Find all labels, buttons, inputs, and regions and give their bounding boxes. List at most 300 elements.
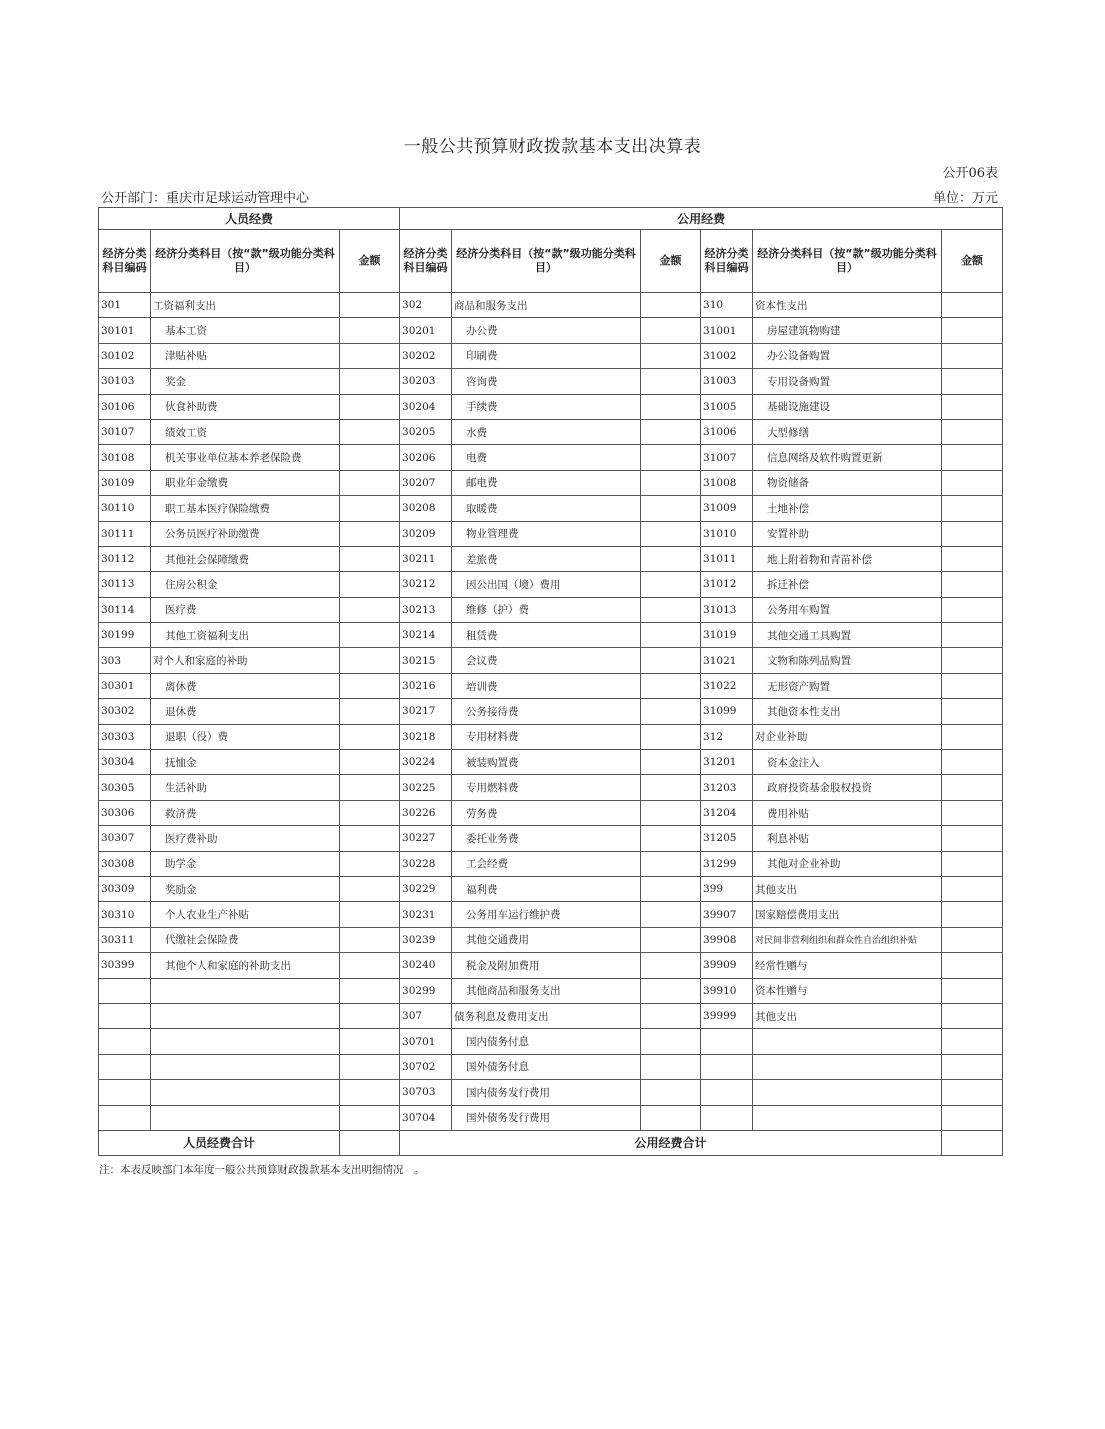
- account-code: 30106: [99, 394, 151, 419]
- account-name: 公务接待费: [452, 699, 641, 724]
- amount-cell: [942, 902, 1003, 927]
- amount-cell: [641, 470, 701, 495]
- account-name: 工资福利支出: [151, 293, 340, 318]
- account-name: 其他社会保障缴费: [151, 546, 340, 571]
- amount-cell: [641, 648, 701, 673]
- account-code: 31009: [701, 496, 753, 521]
- amount-cell: [641, 902, 701, 927]
- amount-cell: [340, 1054, 400, 1079]
- amount-cell: [942, 699, 1003, 724]
- account-name: [151, 1054, 340, 1079]
- account-name: 对民间非营利组织和群众性自治组织补贴: [753, 927, 942, 952]
- account-code: 30308: [99, 851, 151, 876]
- amount-cell: [340, 1080, 400, 1105]
- account-code: 30702: [400, 1054, 452, 1079]
- account-name: [753, 1054, 942, 1079]
- account-name: 信息网络及软件购置更新: [753, 445, 942, 470]
- amount-cell: [340, 623, 400, 648]
- account-name: 国家赔偿费用支出: [753, 902, 942, 927]
- account-code: [99, 1105, 151, 1130]
- account-name: 资本性赠与: [753, 978, 942, 1003]
- amount-cell: [641, 978, 701, 1003]
- account-code: 30239: [400, 927, 452, 952]
- account-name: 其他支出: [753, 1003, 942, 1028]
- account-name: 职业年金缴费: [151, 470, 340, 495]
- account-code: 30311: [99, 927, 151, 952]
- account-name: 安置补助: [753, 521, 942, 546]
- account-code: 30207: [400, 470, 452, 495]
- amount-cell: [340, 521, 400, 546]
- account-code: 31005: [701, 394, 753, 419]
- account-code: 31201: [701, 750, 753, 775]
- table-row: [99, 775, 1003, 800]
- account-code: 30109: [99, 470, 151, 495]
- amount-cell: [942, 445, 1003, 470]
- table-row: [99, 953, 1003, 978]
- account-name: 取暖费: [452, 496, 641, 521]
- personnel-group-header: 人员经费: [99, 208, 400, 230]
- expenditure-table: [98, 207, 1003, 1156]
- table-row: [99, 851, 1003, 876]
- amount-column-header: 金额: [340, 230, 400, 293]
- account-name: 被装购置费: [452, 750, 641, 775]
- account-name: 国外债务付息: [452, 1054, 641, 1079]
- account-code: 31203: [701, 775, 753, 800]
- table-row: [99, 876, 1003, 901]
- amount-cell: [340, 800, 400, 825]
- table-row: [99, 800, 1003, 825]
- amount-cell: [340, 851, 400, 876]
- amount-cell: [340, 496, 400, 521]
- table-row: [99, 724, 1003, 749]
- account-code: [99, 978, 151, 1003]
- amount-cell: [942, 419, 1003, 444]
- account-code: 31205: [701, 826, 753, 851]
- public-group-header: 公用经费: [400, 208, 1003, 230]
- account-name: 对企业补助: [753, 724, 942, 749]
- amount-cell: [641, 318, 701, 343]
- account-code: 30231: [400, 902, 452, 927]
- account-code: 39999: [701, 1003, 753, 1028]
- account-name: 奖金: [151, 369, 340, 394]
- amount-cell: [942, 496, 1003, 521]
- account-code: [701, 1054, 753, 1079]
- account-code: 30202: [400, 343, 452, 368]
- account-name: 津贴补贴: [151, 343, 340, 368]
- account-code: 30108: [99, 445, 151, 470]
- account-code: 30209: [400, 521, 452, 546]
- account-code: 30307: [99, 826, 151, 851]
- account-code: 30114: [99, 597, 151, 622]
- account-name: 维修（护）费: [452, 597, 641, 622]
- amount-cell: [641, 597, 701, 622]
- account-code: 30215: [400, 648, 452, 673]
- page-title: 一般公共预算财政拨款基本支出决算表: [403, 137, 702, 157]
- amount-cell: [340, 724, 400, 749]
- amount-cell: [942, 1003, 1003, 1028]
- table-row: [99, 394, 1003, 419]
- account-code: 30240: [400, 953, 452, 978]
- amount-cell: [641, 724, 701, 749]
- table-number: 公开06表: [942, 166, 998, 181]
- table-row: [99, 521, 1003, 546]
- account-code: 30218: [400, 724, 452, 749]
- account-name: 房屋建筑物购建: [753, 318, 942, 343]
- table-row: [99, 699, 1003, 724]
- account-code: 31012: [701, 572, 753, 597]
- account-name: 专用材料费: [452, 724, 641, 749]
- account-name: 政府投资基金股权投资: [753, 775, 942, 800]
- amount-cell: [340, 597, 400, 622]
- table-row: [99, 293, 1003, 318]
- amount-cell: [942, 673, 1003, 698]
- table-body: [99, 293, 1003, 1131]
- account-code: 30216: [400, 673, 452, 698]
- account-name: 其他商品和服务支出: [452, 978, 641, 1003]
- amount-cell: [641, 1080, 701, 1105]
- account-name: 绩效工资: [151, 419, 340, 444]
- account-name: 咨询费: [452, 369, 641, 394]
- table-row: [99, 496, 1003, 521]
- account-code: 30214: [400, 623, 452, 648]
- amount-cell: [641, 343, 701, 368]
- footnote: 注：本表反映部门本年度一般公共预算财政拨款基本支出明细情况 。: [99, 1164, 425, 1176]
- table-row: [99, 648, 1003, 673]
- account-name: [753, 1105, 942, 1130]
- personnel-total-label: 人员经费合计: [99, 1130, 340, 1155]
- account-name: 其他交通费用: [452, 927, 641, 952]
- account-name: 退职（役）费: [151, 724, 340, 749]
- amount-cell: [340, 445, 400, 470]
- account-name: 国内债务发行费用: [452, 1080, 641, 1105]
- table-row: [99, 1105, 1003, 1130]
- amount-cell: [942, 318, 1003, 343]
- amount-cell: [641, 445, 701, 470]
- amount-cell: [942, 826, 1003, 851]
- account-code: 31010: [701, 521, 753, 546]
- account-code: 30227: [400, 826, 452, 851]
- amount-cell: [641, 546, 701, 571]
- name-column-header: 经济分类科目（按“款”级功能分类科目）: [151, 230, 340, 293]
- amount-cell: [641, 1003, 701, 1028]
- account-code: 30301: [99, 673, 151, 698]
- account-name: 委托业务费: [452, 826, 641, 851]
- account-code: 30304: [99, 750, 151, 775]
- account-name: 文物和陈列品购置: [753, 648, 942, 673]
- account-name: 公务员医疗补助缴费: [151, 521, 340, 546]
- account-code: 30211: [400, 546, 452, 571]
- amount-cell: [942, 1105, 1003, 1130]
- account-name: 个人农业生产补贴: [151, 902, 340, 927]
- account-name: 公务用车运行维护费: [452, 902, 641, 927]
- account-name: 工会经费: [452, 851, 641, 876]
- account-code: 30228: [400, 851, 452, 876]
- table-row: [99, 470, 1003, 495]
- account-name: 资本金注入: [753, 750, 942, 775]
- code-column-header: 经济分类科目编码: [701, 230, 753, 293]
- account-code: [99, 1029, 151, 1054]
- account-name: 利息补贴: [753, 826, 942, 851]
- account-code: 301: [99, 293, 151, 318]
- amount-cell: [641, 623, 701, 648]
- amount-cell: [641, 1029, 701, 1054]
- account-name: 代缴社会保险费: [151, 927, 340, 952]
- table-row: [99, 673, 1003, 698]
- account-code: 31008: [701, 470, 753, 495]
- account-code: 30111: [99, 521, 151, 546]
- amount-cell: [641, 1105, 701, 1130]
- amount-cell: [340, 1105, 400, 1130]
- account-name: 国内债务付息: [452, 1029, 641, 1054]
- account-name: 助学金: [151, 851, 340, 876]
- account-code: 39910: [701, 978, 753, 1003]
- account-name: 医疗费补助: [151, 826, 340, 851]
- amount-cell: [641, 369, 701, 394]
- amount-cell: [942, 724, 1003, 749]
- amount-cell: [641, 876, 701, 901]
- name-column-header: 经济分类科目（按“款”级功能分类科目）: [452, 230, 641, 293]
- amount-cell: [340, 419, 400, 444]
- account-code: 399: [701, 876, 753, 901]
- account-code: 30217: [400, 699, 452, 724]
- account-name: 救济费: [151, 800, 340, 825]
- account-code: 30310: [99, 902, 151, 927]
- account-name: 其他工资福利支出: [151, 623, 340, 648]
- account-name: 国外债务发行费用: [452, 1105, 641, 1130]
- account-name: 公务用车购置: [753, 597, 942, 622]
- account-name: 其他交通工具购置: [753, 623, 942, 648]
- account-code: 30102: [99, 343, 151, 368]
- account-name: 租赁费: [452, 623, 641, 648]
- account-code: 31007: [701, 445, 753, 470]
- amount-cell: [942, 927, 1003, 952]
- account-name: 离休费: [151, 673, 340, 698]
- account-name: 邮电费: [452, 470, 641, 495]
- table-row: [99, 978, 1003, 1003]
- account-name: 因公出国（境）费用: [452, 572, 641, 597]
- account-code: 30199: [99, 623, 151, 648]
- amount-cell: [942, 623, 1003, 648]
- code-column-header: 经济分类科目编码: [400, 230, 452, 293]
- personnel-total-amount: [340, 1130, 400, 1155]
- amount-cell: [942, 1054, 1003, 1079]
- amount-cell: [641, 572, 701, 597]
- account-name: [151, 1080, 340, 1105]
- amount-cell: [340, 572, 400, 597]
- account-code: 31003: [701, 369, 753, 394]
- amount-cell: [340, 648, 400, 673]
- amount-cell: [942, 800, 1003, 825]
- account-code: 30302: [99, 699, 151, 724]
- amount-column-header: 金额: [641, 230, 701, 293]
- account-name: 专用设备购置: [753, 369, 942, 394]
- table-row: [99, 597, 1003, 622]
- amount-cell: [340, 927, 400, 952]
- account-code: 30201: [400, 318, 452, 343]
- department-label: 公开部门：重庆市足球运动管理中心: [101, 191, 310, 206]
- amount-cell: [340, 1029, 400, 1054]
- account-code: 30107: [99, 419, 151, 444]
- amount-cell: [340, 826, 400, 851]
- account-name: 债务利息及费用支出: [452, 1003, 641, 1028]
- amount-cell: [641, 521, 701, 546]
- account-name: [753, 1029, 942, 1054]
- amount-cell: [340, 293, 400, 318]
- account-name: [753, 1080, 942, 1105]
- account-name: 抚恤金: [151, 750, 340, 775]
- amount-cell: [942, 572, 1003, 597]
- account-code: 31299: [701, 851, 753, 876]
- amount-cell: [340, 1003, 400, 1028]
- account-name: 手续费: [452, 394, 641, 419]
- amount-cell: [340, 343, 400, 368]
- account-code: [701, 1105, 753, 1130]
- table-row: [99, 1029, 1003, 1054]
- table-row: [99, 902, 1003, 927]
- amount-cell: [641, 699, 701, 724]
- account-name: 税金及附加费用: [452, 953, 641, 978]
- account-code: 39909: [701, 953, 753, 978]
- amount-cell: [641, 927, 701, 952]
- table-row: [99, 572, 1003, 597]
- amount-cell: [942, 775, 1003, 800]
- amount-cell: [942, 876, 1003, 901]
- table-row: [99, 750, 1003, 775]
- account-code: 31006: [701, 419, 753, 444]
- account-name: [151, 1003, 340, 1028]
- amount-cell: [340, 673, 400, 698]
- account-code: 30112: [99, 546, 151, 571]
- amount-cell: [340, 978, 400, 1003]
- account-code: 30101: [99, 318, 151, 343]
- account-name: 伙食补助费: [151, 394, 340, 419]
- amount-cell: [340, 750, 400, 775]
- amount-cell: [942, 648, 1003, 673]
- account-code: 31021: [701, 648, 753, 673]
- table-row: [99, 419, 1003, 444]
- account-name: 办公设备购置: [753, 343, 942, 368]
- account-name: 对个人和家庭的补助: [151, 648, 340, 673]
- account-name: 差旅费: [452, 546, 641, 571]
- account-code: 30103: [99, 369, 151, 394]
- account-code: [99, 1003, 151, 1028]
- amount-cell: [641, 496, 701, 521]
- account-code: 30399: [99, 953, 151, 978]
- public-total-label: 公用经费合计: [400, 1130, 942, 1155]
- account-code: 30205: [400, 419, 452, 444]
- amount-cell: [340, 876, 400, 901]
- account-code: 39908: [701, 927, 753, 952]
- account-code: [701, 1029, 753, 1054]
- amount-cell: [641, 1054, 701, 1079]
- table-row: [99, 623, 1003, 648]
- account-name: 医疗费: [151, 597, 340, 622]
- account-name: 费用补贴: [753, 800, 942, 825]
- account-name: 其他资本性支出: [753, 699, 942, 724]
- account-code: 30208: [400, 496, 452, 521]
- account-code: 31011: [701, 546, 753, 571]
- account-code: 31002: [701, 343, 753, 368]
- account-code: 30299: [400, 978, 452, 1003]
- account-name: 基础设施建设: [753, 394, 942, 419]
- table-row: [99, 1003, 1003, 1028]
- account-name: [151, 1029, 340, 1054]
- amount-cell: [340, 902, 400, 927]
- account-code: 31013: [701, 597, 753, 622]
- account-code: 30229: [400, 876, 452, 901]
- table-row: [99, 546, 1003, 571]
- account-name: 福利费: [452, 876, 641, 901]
- account-name: 地上附着物和青苗补偿: [753, 546, 942, 571]
- account-name: 商品和服务支出: [452, 293, 641, 318]
- amount-cell: [942, 546, 1003, 571]
- account-code: 30213: [400, 597, 452, 622]
- account-code: 31099: [701, 699, 753, 724]
- account-code: 31019: [701, 623, 753, 648]
- account-name: [151, 978, 340, 1003]
- table-row: [99, 343, 1003, 368]
- account-name: 无形资产购置: [753, 673, 942, 698]
- account-code: 30704: [400, 1105, 452, 1130]
- account-name: 住房公积金: [151, 572, 340, 597]
- amount-cell: [942, 369, 1003, 394]
- account-name: 物业管理费: [452, 521, 641, 546]
- amount-cell: [942, 343, 1003, 368]
- amount-cell: [641, 750, 701, 775]
- account-name: 物资储备: [753, 470, 942, 495]
- account-code: 30306: [99, 800, 151, 825]
- account-code: 302: [400, 293, 452, 318]
- unit-label: 单位：万元: [932, 191, 998, 206]
- account-name: 基本工资: [151, 318, 340, 343]
- account-code: [99, 1054, 151, 1079]
- table-row: [99, 927, 1003, 952]
- amount-cell: [641, 775, 701, 800]
- account-code: 30204: [400, 394, 452, 419]
- amount-cell: [340, 369, 400, 394]
- account-name: 水费: [452, 419, 641, 444]
- account-code: 30225: [400, 775, 452, 800]
- amount-cell: [942, 953, 1003, 978]
- amount-cell: [340, 699, 400, 724]
- amount-cell: [340, 318, 400, 343]
- amount-cell: [641, 826, 701, 851]
- account-code: 30110: [99, 496, 151, 521]
- amount-cell: [942, 597, 1003, 622]
- account-code: 30303: [99, 724, 151, 749]
- amount-cell: [942, 521, 1003, 546]
- amount-cell: [942, 978, 1003, 1003]
- account-code: 303: [99, 648, 151, 673]
- amount-cell: [641, 673, 701, 698]
- account-code: 31022: [701, 673, 753, 698]
- account-name: 办公费: [452, 318, 641, 343]
- amount-cell: [942, 1080, 1003, 1105]
- account-name: 劳务费: [452, 800, 641, 825]
- name-column-header: 经济分类科目（按“款”级功能分类科目）: [753, 230, 942, 293]
- account-code: 30212: [400, 572, 452, 597]
- account-code: 30309: [99, 876, 151, 901]
- table-row: [99, 1054, 1003, 1079]
- amount-cell: [641, 293, 701, 318]
- amount-cell: [340, 546, 400, 571]
- table-row: [99, 1080, 1003, 1105]
- amount-cell: [641, 419, 701, 444]
- account-code: 30224: [400, 750, 452, 775]
- account-code: 31001: [701, 318, 753, 343]
- account-name: 大型修缮: [753, 419, 942, 444]
- amount-column-header: 金额: [942, 230, 1003, 293]
